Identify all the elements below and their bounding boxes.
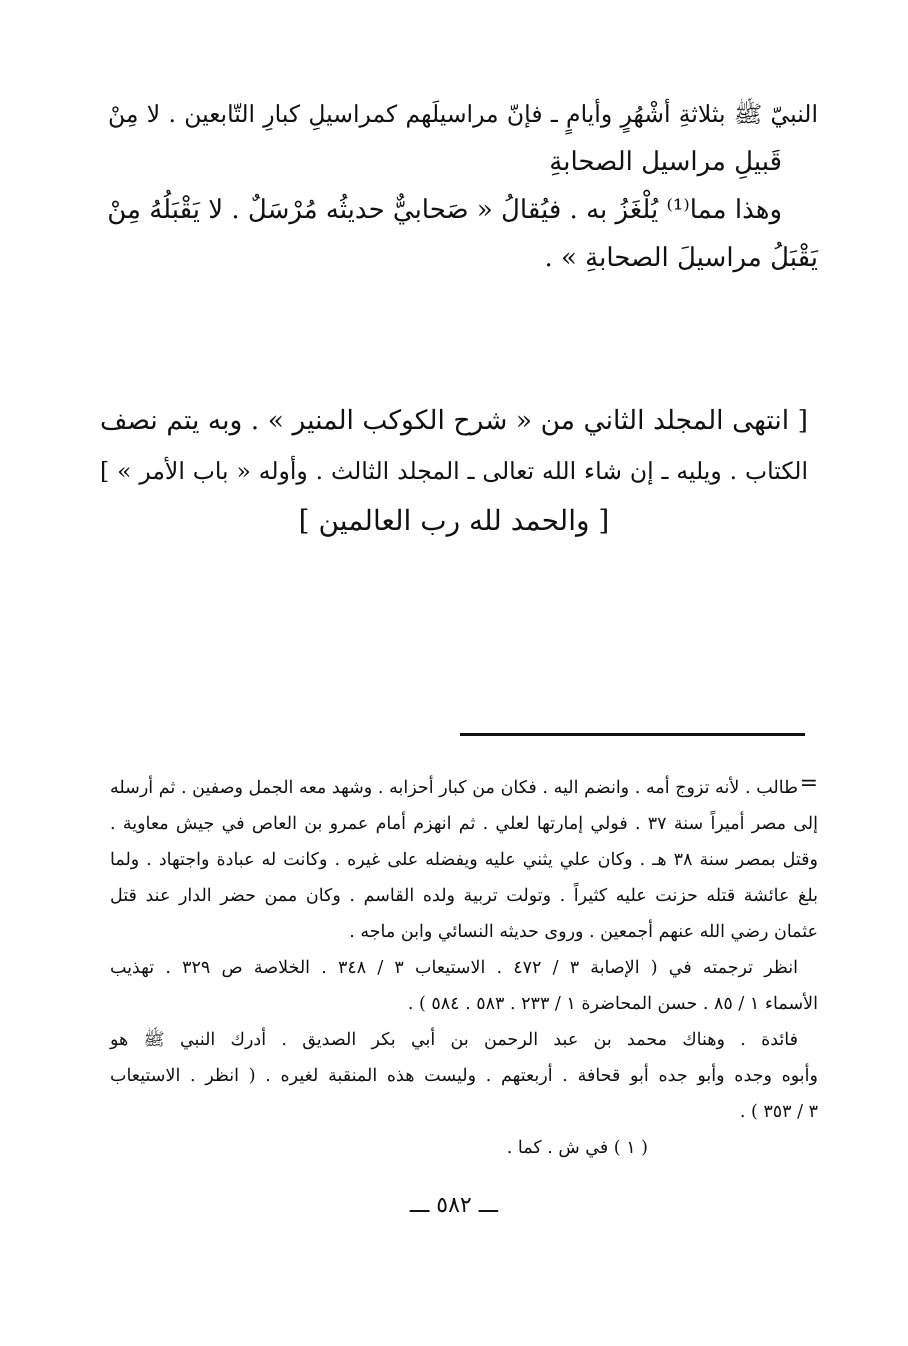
colophon-line: [ انتهى المجلد الثاني من « شرح الكوكب المنير » . وبه يتم نصف — [100, 405, 808, 436]
footnote-line: وقتل بمصر سنة ٣٨ هـ . وكان علي يثني عليه ويفضله على غيره . وكانت له عبادة واجتهاد . ولما — [110, 850, 818, 870]
footnote-line: الأسماء ١ / ٨٥ . حسن المحاضرة ١ / ٢٣٣ . ٥٨٣ . ٥٨٤ ) . — [407, 994, 818, 1014]
main-text — [108, 90, 818, 282]
footnote-line: ( ١ ) في ش . كما . — [506, 1138, 648, 1158]
footnote-line: إلى مصر أميراً سنة ٣٧ . فولي إمارتها لعلي . ثم انهزم أمام عمرو بن العاص في جيش معاوية . — [110, 814, 818, 834]
footnote-line: ٣ / ٣٥٣ ) . — [739, 1102, 818, 1122]
main-text-line: النبيّ ﷺ بثلاثةِ أشْهُرٍ وأيامٍ ـ فإنّ مراسيلَهم كمراسيلِ كبارِ التّابعين . لا مِنْ — [108, 100, 818, 128]
colophon-line: [ والحمد لله رب العالمين ] — [298, 504, 610, 537]
footnote-separator — [460, 733, 805, 736]
footnote-line: عثمان رضي الله عنهم أجمعين . وروى حديثه النسائي وابن ماجه . — [349, 922, 818, 942]
footnote-line: بلغ عائشة قتله حزنت عليه كثيراً . وتولت تربية ولده القاسم . وكان ممن حضر الدار عند قتل — [110, 886, 818, 906]
main-text-line: قَبيلِ مراسيل الصحابةِ — [549, 147, 782, 177]
footnote-line: انظر ترجمته في ( الإصابة ٣ / ٤٧٢ . الاستيعاب ٣ / ٣٤٨ . الخلاصة ص ٣٢٩ . تهذيب — [110, 958, 798, 978]
colophon-line: الكتاب . ويليه ـ إن شاء الله تعالى ـ المجلد الثالث . وأوله « باب الأمر » ] — [100, 457, 809, 485]
footnote-line: طالب . لأنه تزوج أمه . وانضم اليه . فكان من كبار أحزابه . وشهد معه الجمل وصفين . ثم أرسله — [110, 778, 798, 798]
main-text-line: وهذا مما⁽¹⁾ يُلْغَزُ به . فيُقالُ « صَحابيٌّ حديثُه مُرْسَلٌ . لا يَقْبَلُهُ مِنْ — [107, 195, 782, 225]
footnotes — [110, 770, 818, 1166]
volume-colophon — [100, 396, 808, 546]
footnote-line: فائدة . وهناك محمد بن عبد الرحمن بن أبي بكر الصديق . أدرك النبي ﷺ هو — [110, 1030, 798, 1050]
main-text-line: يَقْبَلُ مراسيلَ الصحابةِ » . — [544, 243, 818, 273]
footnote-continuation-mark: = — [799, 771, 818, 796]
footnote-line: وأبوه وجده وأبو جده أبو قحافة . أربعتهم . وليست هذه المنقبة لغيره . ( انظر . الاستيعاب — [110, 1066, 818, 1086]
page-number: ـــ ٥٨٢ ـــ — [409, 1193, 499, 1218]
